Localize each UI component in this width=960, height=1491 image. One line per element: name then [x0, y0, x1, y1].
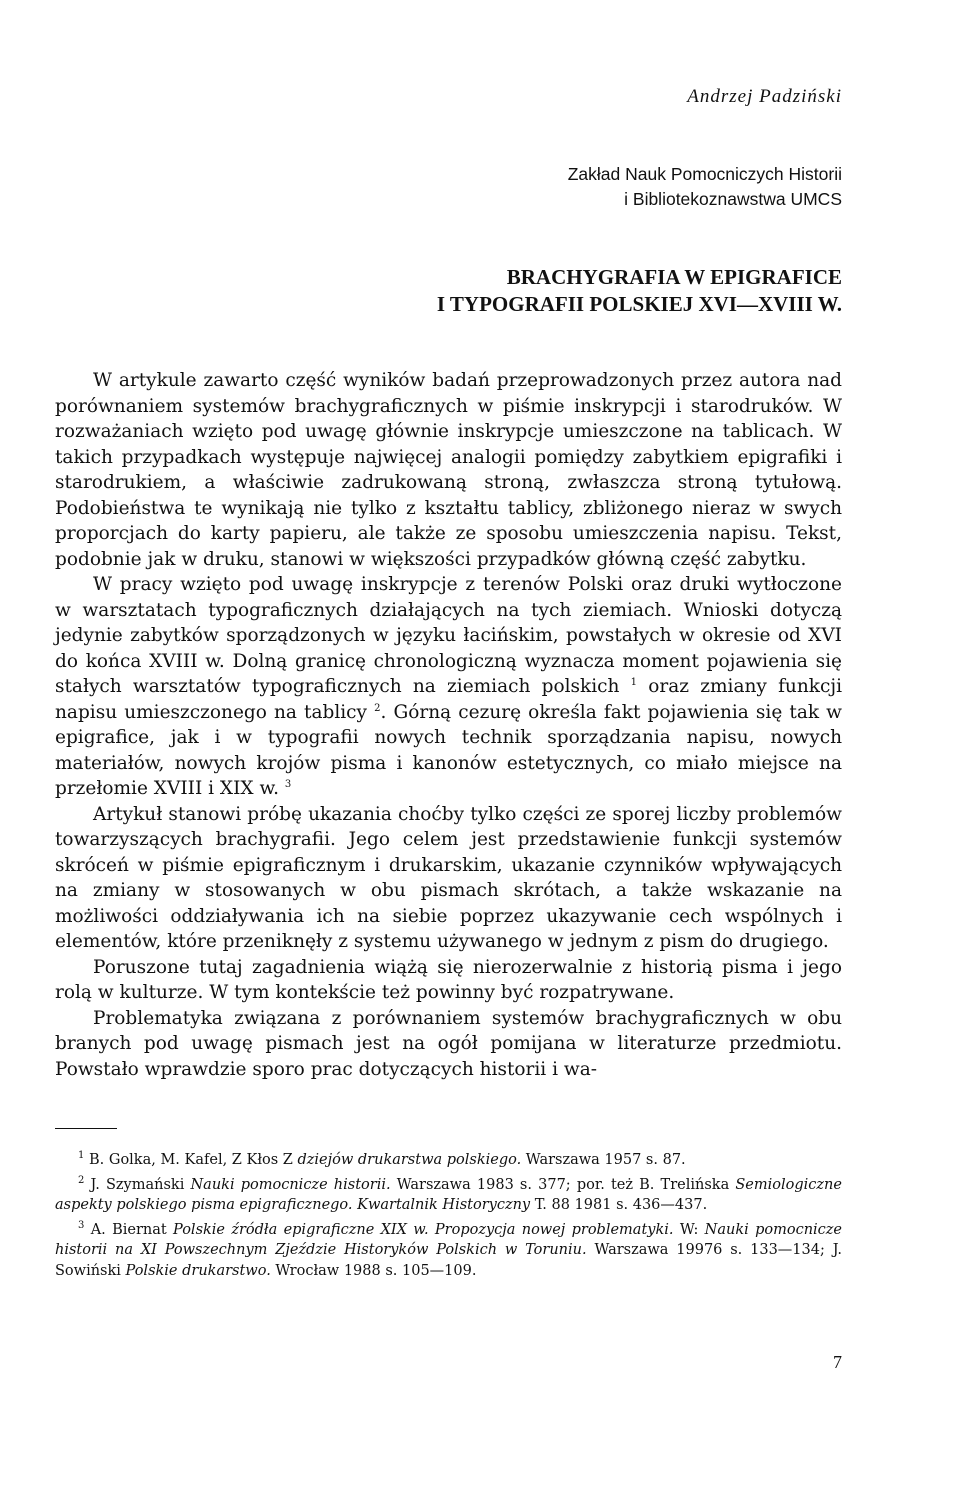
article-title — [437, 264, 842, 318]
footnote-mark-2: 2 — [78, 1174, 85, 1186]
paragraph-1: W artykule zawarto część wyników badań przeprowadzonych przez autora nad porównaniem systemów brachygraficznych w piśmie inskrypcji i starodruków. W rozważaniach wzięto pod uwagę głównie inskrypcje umieszczone na tablicach. W takich przypadkach występuje najwięcej analogii pomiędzy zabytkiem epigrafiki i starodrukiem, a właściwie zadrukowaną stroną, zwłaszcza stroną tytułową. Podobieństwa te wynikają nie tylko z kształtu tablicy, zbliżonego nieraz w swych proporcjach do karty papieru, ale także ze sposobu umieszczenia napisu. Tekst, podobnie jak w druku, stanowi w większości przypadków główną część zabytku. — [55, 370, 842, 570]
footnote-mark-3: 3 — [78, 1219, 85, 1231]
paragraph-4: Poruszone tutaj zagadnienia wiążą się nierozerwalnie z historią pisma i jego rolą w kulturze. W tym kontekście też powinny być rozpatrywane. — [55, 956, 842, 1003]
footnote-3-mid-1: W: — [673, 1221, 705, 1238]
footnote-1-text: B. Golka, M. Kafel, Z Kłos Z — [88, 1152, 298, 1168]
footnote-3-mid-2: Warszawa 19976 s. 133—134; J. Sowiński — [55, 1242, 842, 1279]
footnote-2 — [55, 1175, 842, 1216]
author-name: Andrzej Padziński — [687, 86, 842, 107]
paragraph-3: Artykuł stanowi próbę ukazania choćby tylko części ze sporej liczby problemów towarzyszących brachygrafii. Jego celem jest przedstawienie funkcji systemów skróceń w piśmie epigraficznym i drukarskim, ukazanie czynników wpływających na zmiany w stosowanych w obu pismach skrótach, a także wskazanie na możliwości oddziaływania ich na siebie poprzez ukazywanie cech wspólnych i elementów, które przeniknęły z systemu używanego w jednym z pism do drugiego. — [55, 803, 842, 952]
title-line-1: BRACHYGRAFIA W EPIGRAFICE — [506, 265, 842, 289]
paragraph-2-part-b: oraz zmiany funkcji napisu umieszczonego na tablicy — [55, 676, 842, 723]
footnote-2-title-1: Nauki pomocnicze historii. — [190, 1176, 391, 1193]
footnote-2-text: J. Szymański — [90, 1176, 191, 1193]
footnote-ref-3[interactable]: 3 — [284, 778, 292, 790]
paragraph-5: Problematyka związana z porównaniem systemów brachygraficznych w obu branych pod uwagę pismach jest na ogół pomijana w literaturze przedmiotu. Powstało wprawdzie sporo prac dotyczących historii i wa- — [55, 1007, 842, 1080]
footnote-divider — [55, 1128, 117, 1129]
affiliation-line-1: Zakład Nauk Pomocniczych Historii — [567, 164, 842, 184]
footnote-3-text: A. Biernat — [90, 1221, 174, 1238]
affiliation — [568, 162, 842, 212]
footnote-3-tail: Wrocław 1988 s. 105—109. — [270, 1262, 477, 1279]
footnotes — [55, 1150, 842, 1285]
affiliation-line-2: i Bibliotekoznawstwa UMCS — [624, 189, 842, 209]
footnote-1-tail: Warszawa 1957 s. 87. — [521, 1152, 686, 1168]
footnote-3-title-1: Polskie źródła epigraficzne XIX w. Propozycja nowej problematyki. — [173, 1221, 674, 1238]
title-line-2: I TYPOGRAFII POLSKIEJ XVI—XVIII W. — [436, 292, 842, 316]
footnote-1 — [55, 1150, 842, 1171]
paragraph-2-part-a: W pracy wzięto pod uwagę inskrypcje z terenów Polski oraz druki wytłoczone w warsztatach typograficznych działających na tych ziemiach. Wnioski dotyczą jedynie zabytków sporządzonych w języku łacińskim, powstałych w okresie od XVI do końca XVIII w. Dolną granicę chronologiczną wyznacza moment pojawienia się stałych warsztatów typograficznych na ziemiach polskich — [55, 574, 842, 697]
footnote-3 — [55, 1220, 842, 1282]
footnote-ref-1[interactable]: 1 — [630, 676, 638, 688]
footnote-2-title-2: Semiologiczne aspekty polskiego pisma epigraficznego. Kwartalnik Historyczny — [55, 1176, 842, 1213]
footnote-mark-1: 1 — [78, 1150, 85, 1162]
page-number: 7 — [833, 1352, 842, 1372]
footnote-1-title: dziejów drukarstwa polskiego. — [297, 1152, 522, 1168]
footnote-3-title-3: Polskie drukarstwo. — [125, 1262, 271, 1279]
footnote-ref-2[interactable]: 2 — [374, 702, 381, 714]
paragraph-2 — [55, 572, 842, 802]
footnote-2-mid: Warszawa 1983 s. 377; por. też B. Trelińska — [390, 1176, 736, 1193]
footnote-2-tail: T. 88 1981 s. 436—437. — [530, 1197, 708, 1213]
footnote-3-title-2: Nauki pomocnicze historii na XI Powszechnym Zjeździe Historyków Polskich w Toruniu. — [55, 1221, 843, 1258]
paragraph-2-part-c: . Górną cezurę określa fakt pojawienia się tak w epigrafice, jak i w typografii nowych technik sporządzania napisu, nowych materiałów, nowych krojów pisma i kanonów estetycznych, co miało miejsce na przełomie XVIII i XIX w. — [55, 701, 843, 799]
article-body — [55, 368, 842, 1082]
